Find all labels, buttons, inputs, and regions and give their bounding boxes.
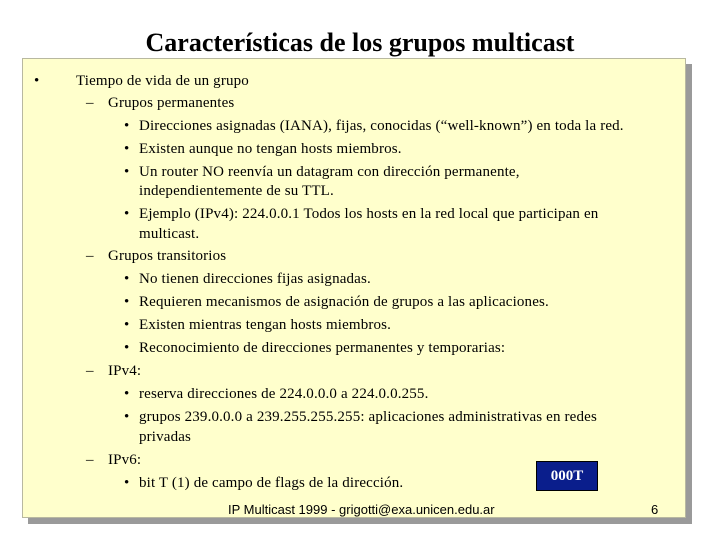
bullet-marker: • (124, 409, 130, 425)
dash-marker: – (86, 95, 94, 111)
bullet-text: reserva direcciones de 224.0.0.0 a 224.0.0.255. (139, 386, 429, 402)
bullet-text: Direcciones asignadas (IANA), fijas, conocidas (“well-known”) en toda la red. (139, 118, 624, 134)
flag-bits-tag: 000T (536, 461, 598, 491)
bullet-marker: • (124, 294, 130, 310)
dash-marker: – (86, 363, 94, 379)
bullet-marker: • (124, 386, 130, 402)
page-number: 6 (651, 502, 659, 517)
bullet-text: IPv4: (108, 363, 142, 379)
bullet-marker: • (124, 340, 130, 356)
bullet-text: grupos 239.0.0.0 a 239.255.255.255: aplicaciones administrativas en redes (139, 409, 597, 425)
bullet-text: Tiempo de vida de un grupo (76, 73, 249, 89)
bullet-marker: • (124, 271, 130, 287)
bullet-text: Ejemplo (IPv4): 224.0.0.1 Todos los hosts en la red local que participan en (139, 206, 599, 222)
bullet-marker: • (124, 141, 130, 157)
bullet-text: Un router NO reenvía un datagram con dirección permanente, (139, 164, 520, 180)
bullet-marker: • (124, 164, 130, 180)
bullet-text-continuation: multicast. (139, 226, 200, 242)
bullet-text: Reconocimiento de direcciones permanentes y temporarias: (139, 340, 506, 356)
bullet-text: Existen mientras tengan hosts miembros. (139, 317, 392, 333)
bullet-text: Grupos transitorios (108, 248, 227, 264)
bullet-text: Existen aunque no tengan hosts miembros. (139, 141, 402, 157)
bullet-text-continuation: independientemente de su TTL. (139, 183, 334, 199)
bullet-marker: • (124, 118, 130, 134)
bullet-text: No tienen direcciones fijas asignadas. (139, 271, 371, 287)
bullet-marker: • (34, 73, 40, 89)
bullet-text-continuation: privadas (139, 429, 192, 445)
slide-title: Características de los grupos multicast (145, 28, 575, 57)
bullet-text: Grupos permanentes (108, 95, 235, 111)
footer-text: IP Multicast 1999 - grigotti@exa.unicen.edu.ar (228, 502, 495, 517)
bullet-text: bit T (1) de campo de flags de la dirección. (139, 475, 404, 491)
dash-marker: – (86, 452, 94, 468)
dash-marker: – (86, 248, 94, 264)
bullet-marker: • (124, 317, 130, 333)
bullet-marker: • (124, 475, 130, 491)
bullet-text: IPv6: (108, 452, 142, 468)
bullet-text: Requieren mecanismos de asignación de grupos a las aplicaciones. (139, 294, 549, 310)
bullet-marker: • (124, 206, 130, 222)
